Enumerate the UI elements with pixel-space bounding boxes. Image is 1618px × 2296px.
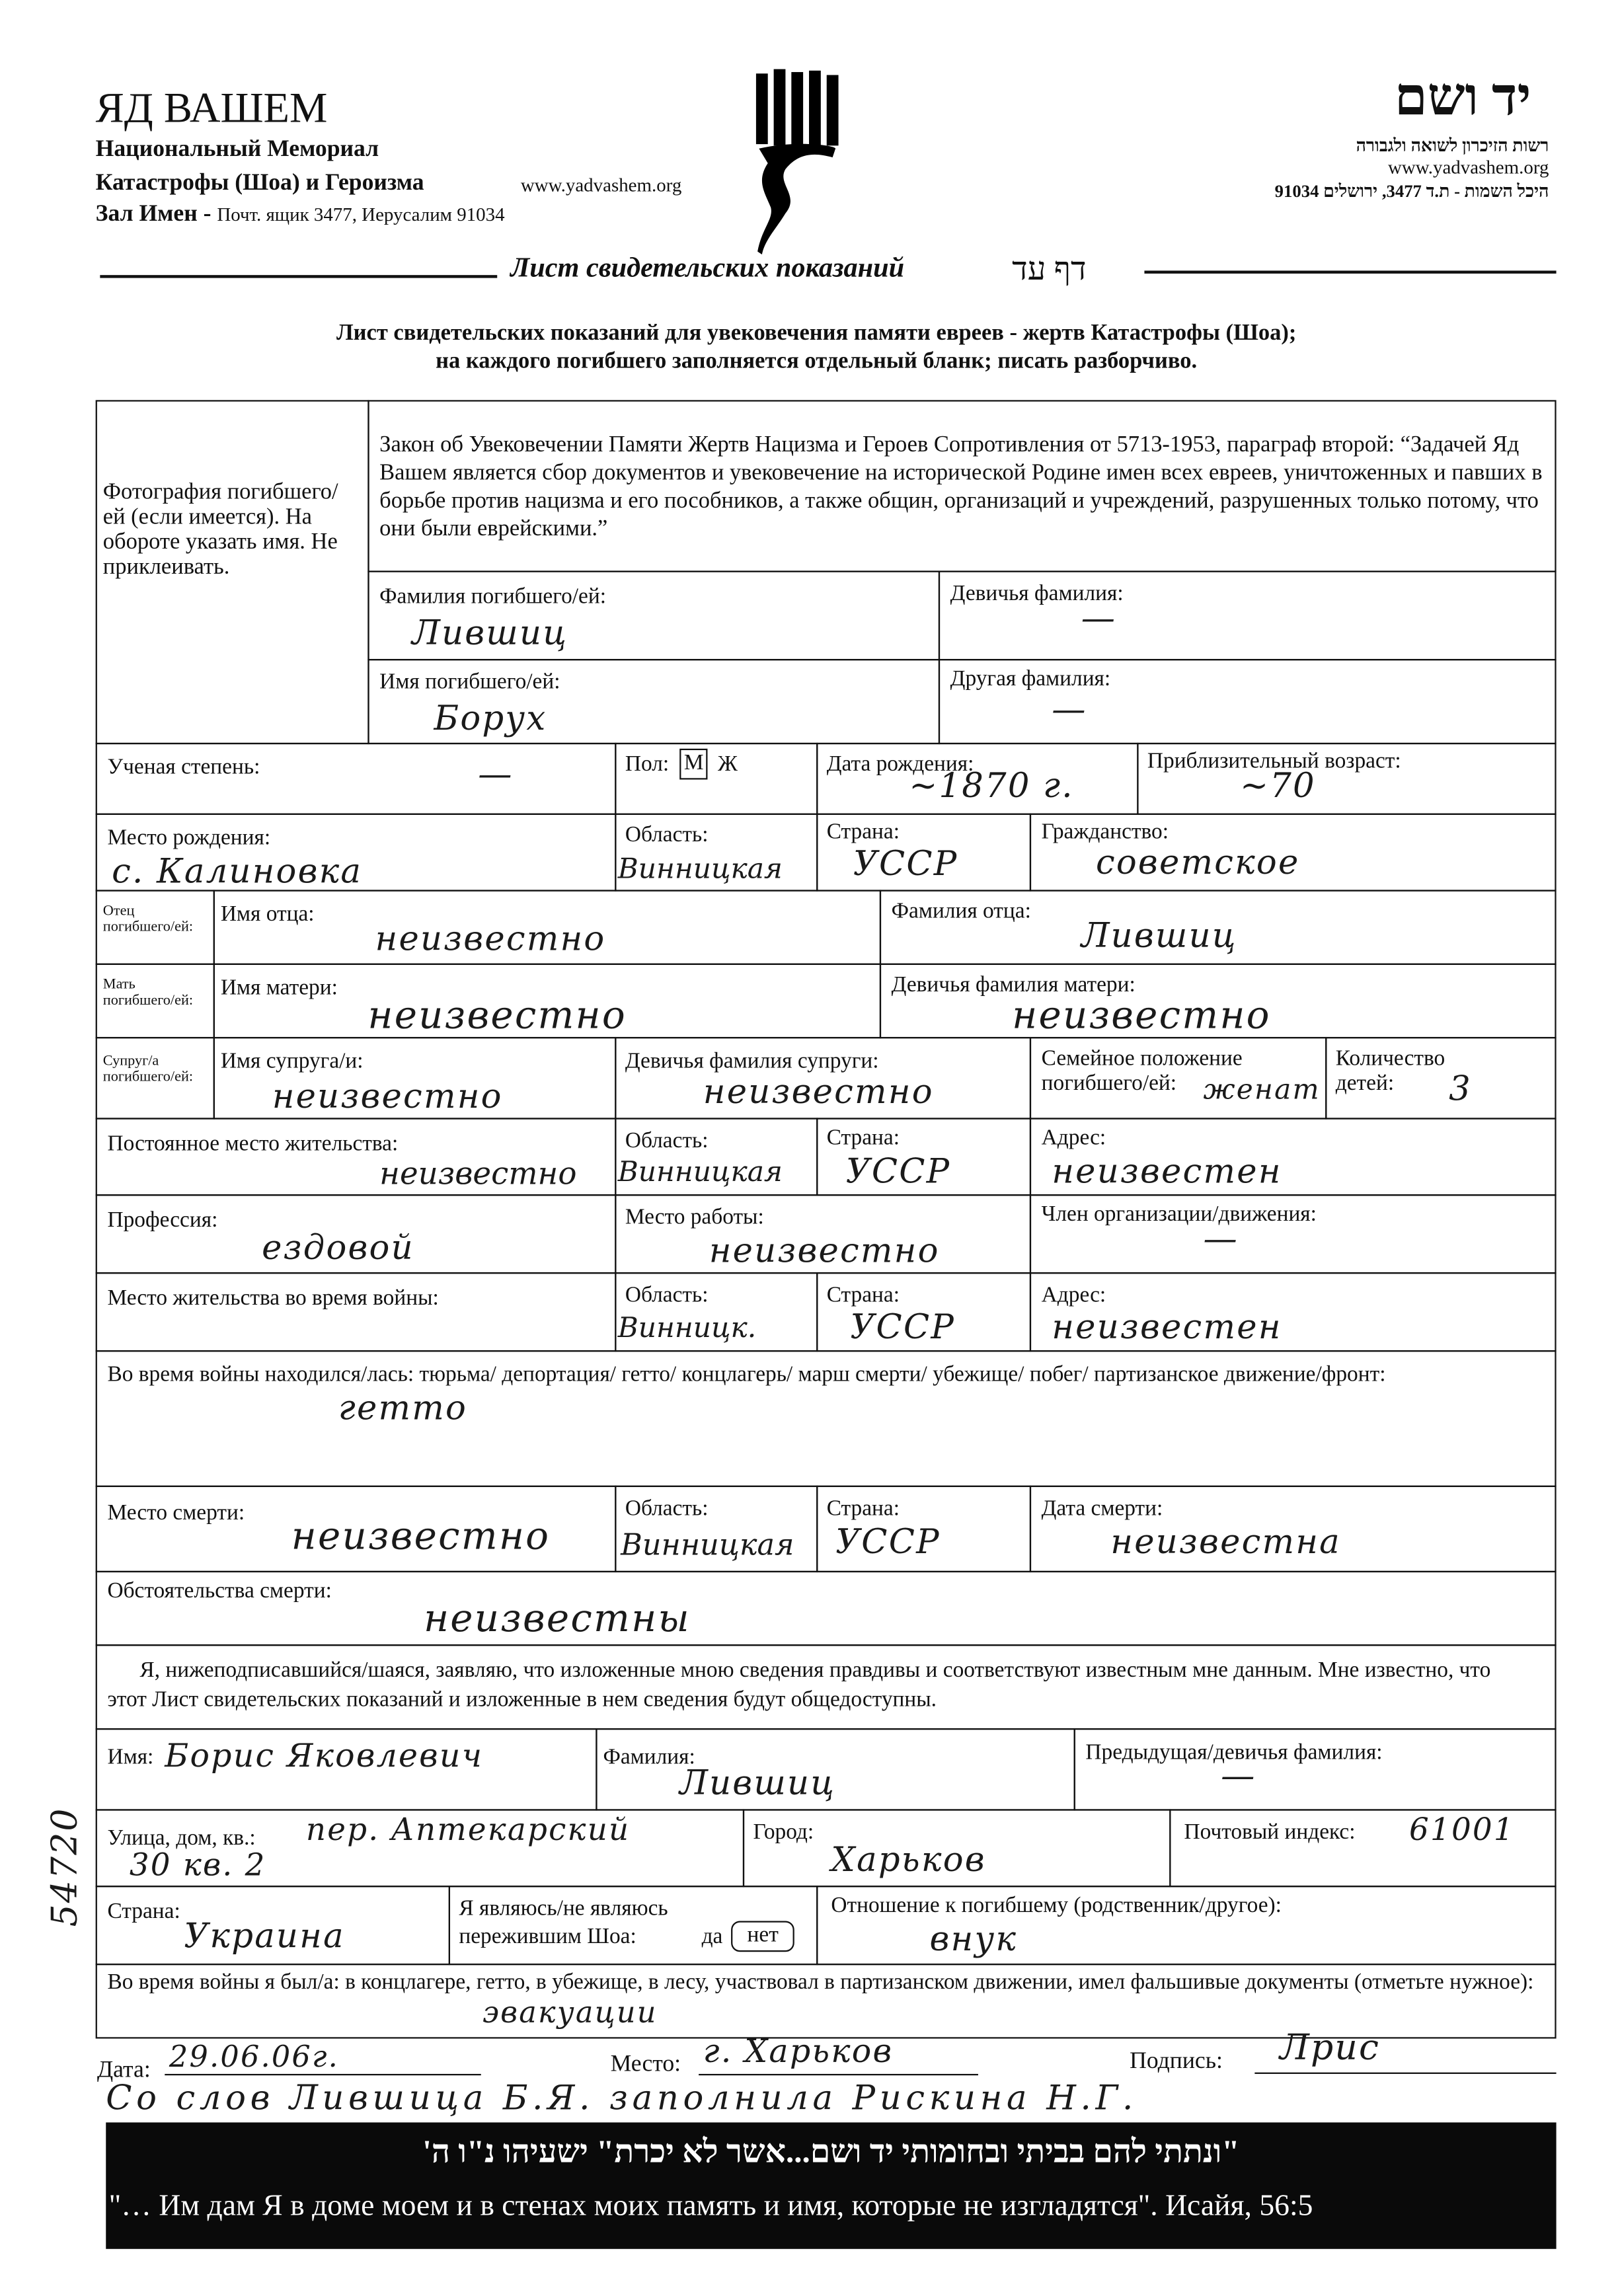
date-underline [165,2074,481,2075]
citizenship-label: Гражданство: [1041,820,1169,845]
maiden-value[interactable]: — [1081,600,1117,638]
birthplace-value[interactable]: с. Калиновка [112,853,363,892]
declaration-text: Я, нижеподписавшийся/шаяся, заявляю, что изложенные мною сведения правдивы и соответствуют известным мне данным. Мне известно, что этот Лист свидетельских показаний и изложенные в нем сведения будут общедоступны. [107,1659,1491,1712]
spouse-name-value[interactable]: неизвестно [272,1078,503,1117]
hall-of-names: Зал Имен - [95,201,212,227]
marital-value[interactable]: женат [1203,1073,1321,1106]
father-surname-label: Фамилия отца: [891,900,1031,924]
res-address-value[interactable]: неизвестен [1052,1153,1282,1192]
sub-prev-cell [1074,1728,1557,1811]
profession-label: Профессия: [107,1209,218,1233]
spouse-maiden-value[interactable]: неизвестно [703,1073,934,1112]
surname-value[interactable]: Лившиц [412,615,568,654]
sub-country-label: Страна: [107,1900,180,1924]
org-name-ru: ЯД ВАШЕМ [95,85,328,133]
he-line3: היכל השמות - ת.ד 3477, ירושלים 91034 [1274,180,1549,202]
death-date-value[interactable]: неизвестна [1110,1523,1341,1562]
law-text: Закон об Увековечении Памяти Жертв Нацизма и Героев Сопротивления от 5713-1953, параграф второй: “Задачей Яд Вашем является сбор документов и увековечение на исторической Родине имен всех евреев, уничтоженных и павших в борьбе против нацизма и его пособников, а также общин, организаций и учреждений, разрушенных только потому, что они были еврейскими.” [379,432,1543,541]
other-value[interactable]: — [1052,691,1087,730]
war-residence-label: Место жительства во время войны: [107,1287,439,1311]
sex-label: Пол: [625,753,670,777]
place-label: Место: [610,2051,681,2077]
mother-name-value[interactable]: неизвестно [367,994,627,1039]
workplace-value[interactable]: неизвестно [709,1232,940,1271]
residence-label: Постоянное место жительства: [107,1132,399,1157]
note-value: Со слов Лившица Б.Я. заполнила Рискина Н.Г. [106,2079,1137,2118]
member-value[interactable]: — [1203,1221,1239,1260]
age-label: Приблизительный возраст: [1147,750,1401,774]
war-country-label: Страна: [826,1283,900,1308]
title-rule-right [1144,270,1556,272]
photo-note: Фотография погибшего/ей (если имеется). На обороте указать имя. Не приклеивать. [102,479,338,580]
spouse-maiden-label: Девичья фамилия супруги: [625,1050,879,1074]
org-line1: Национальный Мемориал [95,136,379,162]
death-circ-label: Обстоятельства смерти: [107,1580,332,1603]
war-address-value[interactable]: неизвестен [1052,1309,1282,1348]
father-surname-value[interactable]: Лившиц [1081,917,1237,956]
war-address-label: Адрес: [1041,1283,1106,1308]
res-region-value[interactable]: Винницкая [617,1156,783,1189]
citizenship-value[interactable]: советское [1095,844,1300,883]
survivor-label-1: Я являюсь/не являюсь [459,1897,668,1921]
place-value[interactable]: г. Харьков [703,2034,894,2071]
war-status-value[interactable]: гетто [338,1390,468,1428]
mother-maiden-label: Девичья фамилия матери: [891,974,1136,997]
death-country-value[interactable]: УССР [835,1523,941,1562]
sub-prev-value[interactable]: — [1221,1757,1256,1796]
death-place-label: Место смерти: [107,1502,245,1525]
degree-value[interactable]: — [478,755,514,794]
birthplace-label: Место рождения: [107,826,271,851]
maiden-label: Девичья фамилия: [950,582,1124,606]
sub-war-value[interactable]: эвакуации [482,1994,658,2030]
zip-value[interactable]: 61001 [1409,1812,1515,1848]
other-label: Другая фамилия: [950,668,1111,691]
res-country-label: Страна: [826,1126,900,1151]
city-label: Город: [753,1821,814,1845]
age-value[interactable]: ~70 [1240,767,1316,806]
he-line1: רשות הזיכרון לשואה ולגבורה [1356,135,1549,156]
spouse-name-label: Имя супруга/и: [220,1050,364,1074]
relation-label: Отношение к погибшему (родственник/другое): [831,1894,1282,1919]
birth-region-value[interactable]: Винницкая [617,853,783,886]
survivor-yes-option[interactable]: да [701,1925,723,1949]
sub-war-label: Во время войны я был/а: в концлагере, гетто, в убежище, в лесу, участвовал в партизанском движении, имел фальшивые документы (отметьте нужное): [107,1971,1534,1995]
dob-label: Дата рождения: [826,753,974,777]
father-name-label: Имя отца: [220,903,315,927]
father-name-value[interactable]: неизвестно [375,921,606,960]
death-date-label: Дата смерти: [1041,1497,1163,1521]
spouse-side-label: Супруг/а погибшего/ей: [102,1053,194,1086]
org-line2: Катастрофы (Шоа) и Героизма [95,171,424,196]
street-value[interactable]: пер. Аптекарский [305,1812,631,1848]
sub-name-label: Имя: [107,1745,154,1770]
date-label: Дата: [96,2057,151,2083]
mother-side-label: Мать погибшего/ей: [102,976,194,1009]
title-rule-left [100,275,497,277]
degree-label: Ученая степень: [107,755,260,780]
city-value[interactable]: Харьков [831,1841,986,1880]
form-title-he: דף עד [1012,250,1087,287]
signature-label: Подпись: [1130,2049,1223,2074]
url-right: www.yadvashem.org [1387,155,1549,178]
url-left: www.yadvashem.org [520,173,682,196]
res-address-label: Адрес: [1041,1126,1106,1151]
death-region-value[interactable]: Винницкая [621,1527,794,1562]
relation-value[interactable]: внук [929,1921,1018,1960]
sub-name-value[interactable]: Борис Яковлевич [165,1738,484,1776]
org-name-he: יד ושם [1394,67,1531,127]
residence-value[interactable]: неизвестно [379,1156,577,1192]
sub-surname-label: Фамилия: [603,1745,695,1770]
subtitle-2: на каждого погибшего заполняется отдельный бланк; писать разборчиво. [436,348,1198,374]
death-region-label: Область: [625,1497,709,1521]
place-underline [699,2074,978,2075]
yad-vashem-logo [753,66,841,257]
war-status-label: Во время войны находился/лась: тюрьма/ депортация/ гетто/ концлагерь/ марш смерти/ убежище/ побег/ партизанское движение/фронт: [107,1363,1386,1387]
death-place-value[interactable]: неизвестно [291,1515,551,1560]
profession-value[interactable]: ездовой [262,1229,414,1268]
birth-country-value[interactable]: УССР [853,845,958,884]
survivor-no-option[interactable]: нет [731,1921,794,1952]
name-label: Имя погибшего/ей: [379,670,560,695]
sub-surname-value[interactable]: Лившиц [679,1765,836,1804]
death-country-label: Страна: [826,1497,900,1521]
member-label: Член организации/движения: [1041,1203,1317,1227]
survivor-label-2: пережившим Шоа: [459,1925,636,1949]
stamp-number: 54720 [44,1807,86,1927]
quote-hebrew: "ונתתי להם בביתי ובחומותי יד ושם...אשר לא יכרת" ישעיהו נ"ו ה' [422,2132,1240,2170]
workplace-label: Место работы: [625,1205,764,1230]
marital-label: Семейное положение погибшего/ей: [1041,1047,1243,1096]
date-value[interactable]: 29.06.06г. [169,2038,340,2074]
sub-prev-label: Предыдущая/девичья фамилия: [1085,1741,1383,1765]
signature-value[interactable]: Лрис [1280,2026,1381,2069]
sex-female-option[interactable]: Ж [718,753,738,777]
sex-male-option[interactable]: М [679,749,708,780]
org-line3 [96,202,505,228]
signature-underline [1254,2073,1556,2074]
children-value[interactable]: 3 [1449,1071,1472,1110]
res-region-label: Область: [625,1129,709,1153]
sub-country-value[interactable]: Украина [184,1918,345,1956]
street-label: Улица, дом, кв.: [107,1827,256,1851]
res-country-value[interactable]: УССР [845,1153,951,1192]
po-box: Почт. ящик 3477, Иерусалим 91034 [217,203,505,225]
zip-label: Почтовый индекс: [1184,1821,1356,1845]
war-region-label: Область: [625,1283,709,1308]
father-side-label: Отец погибшего/ей: [102,903,194,936]
birth-country-label: Страна: [826,820,900,845]
war-region-value[interactable]: Винницк. [617,1312,757,1345]
street-value-2[interactable]: 30 кв. 2 [129,1847,266,1883]
subtitle-1: Лист свидетельских показаний для увековечения памяти евреев - жертв Катастрофы (Шоа); [336,321,1297,346]
death-circ-value[interactable]: неизвестны [423,1597,691,1642]
quote-russian: "… Им дам Я в доме моем и в стенах моих память и имя, которые не изгладятся". Исайя, 56:5 [108,2190,1313,2223]
war-country-value[interactable]: УССР [850,1309,956,1348]
birth-region-label: Область: [625,823,709,847]
surname-label: Фамилия погибшего/ей: [379,585,607,609]
form-title: Лист свидетельских показаний [510,252,905,284]
dob-value[interactable]: ~1870 г. [909,767,1074,806]
name-value[interactable]: Борух [434,700,547,739]
mother-name-label: Имя матери: [220,976,338,1001]
children-label: Количество детей: [1335,1047,1445,1096]
mother-maiden-value[interactable]: неизвестно [1012,994,1271,1039]
